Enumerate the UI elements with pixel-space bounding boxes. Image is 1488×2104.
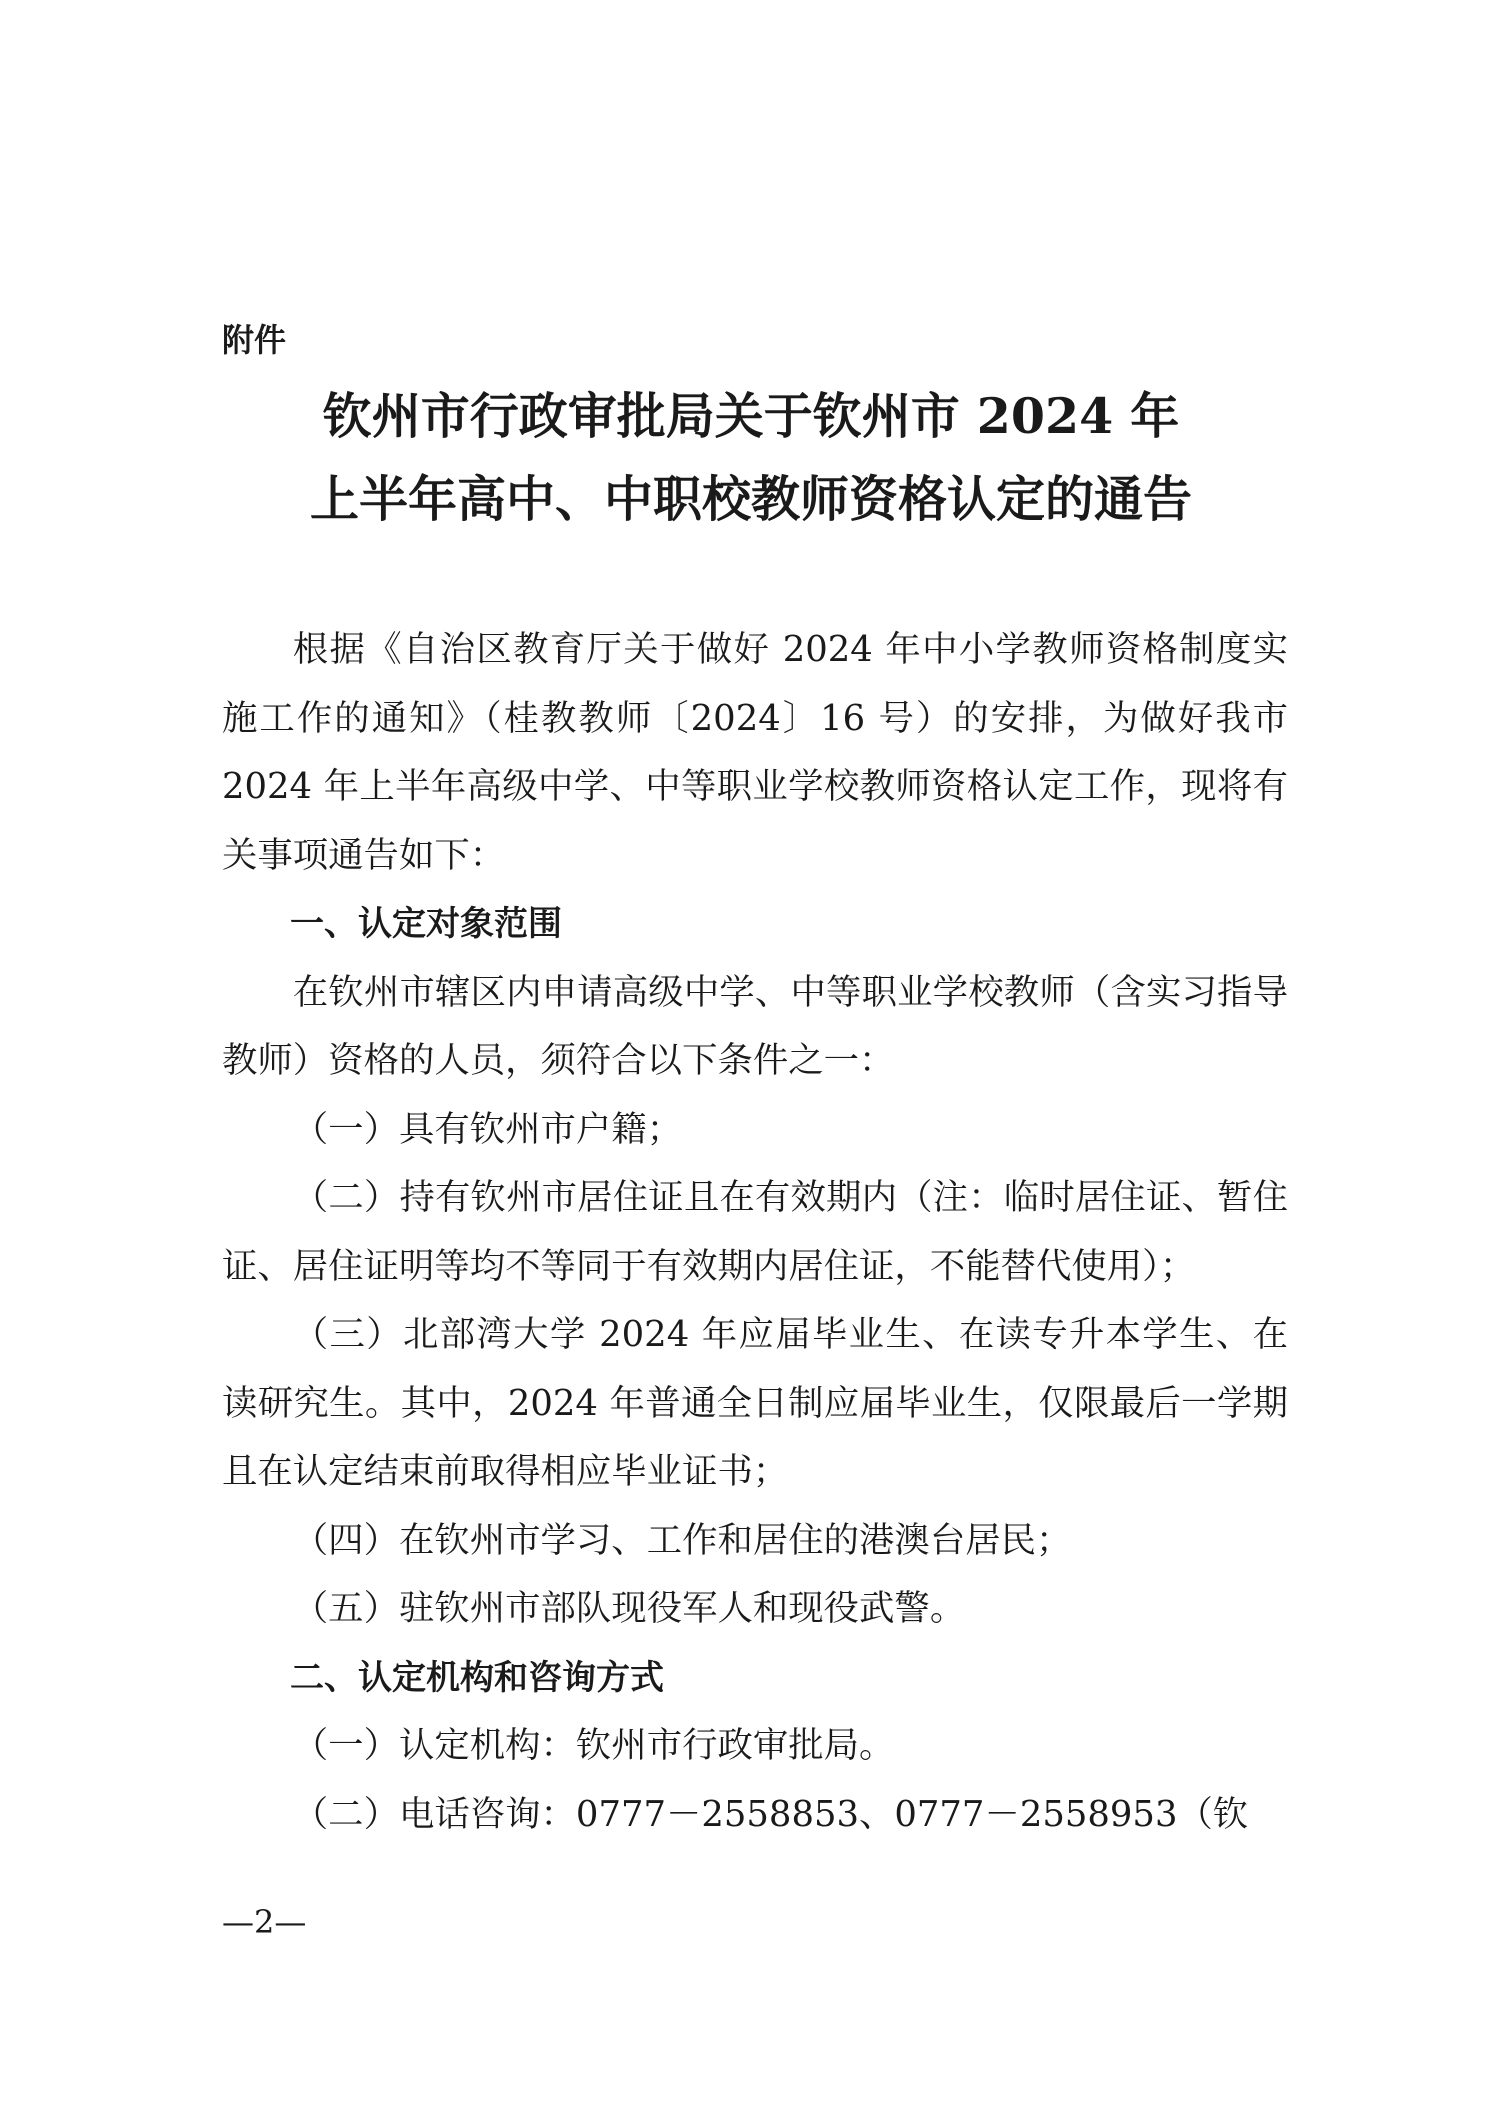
intro-paragraph: 根据《自治区教育厅关于做好 2024 年中小学教师资格制度实施工作的通知》（桂教教师〔2024〕16 号）的安排，为做好我市 2024 年上半年高级中学、中等职业学校教师资格认定工作，现将有关事项通告如下：: [222, 629, 1288, 876]
section-heading-1: 一、认定对象范围: [290, 904, 562, 944]
page-number: —2—: [222, 1903, 307, 1941]
condition-item-1: （一）具有钦州市户籍；: [292, 1108, 683, 1150]
condition-item-2: （二）持有钦州市居住证且在有效期内（注：临时居住证、暂住证、居住证明等均不等同于有效期内居住证，不能替代使用）；: [222, 1177, 1288, 1287]
phone-item: （二）电话咨询：0777－2558853、0777－2558953（钦: [292, 1793, 1249, 1835]
document-title-line-2: 上半年高中、中职校教师资格认定的通告: [309, 470, 1192, 528]
attachment-label: 附件: [222, 321, 287, 359]
condition-item-5: （五）驻钦州市部队现役军人和现役武警。: [292, 1588, 966, 1629]
condition-item-4: （四）在钦州市学习、工作和居住的港澳台居民；: [292, 1519, 1072, 1561]
section-heading-2: 二、认定机构和咨询方式: [290, 1657, 664, 1698]
document-title-line-1: 钦州市行政审批局关于钦州市 2024 年: [322, 387, 1180, 445]
agency-item: （一）认定机构：钦州市行政审批局。: [292, 1725, 895, 1766]
document-body: [222, 616, 1288, 1849]
scope-paragraph: 在钦州市辖区内申请高级中学、中等职业学校教师（含实习指导教师）资格的人员，须符合以下条件之一：: [222, 971, 1288, 1081]
condition-item-3: （三）北部湾大学 2024 年应届毕业生、在读专升本学生、在读研究生。其中，2024 年普通全日制应届毕业生，仅限最后一学期且在认定结束前取得相应毕业证书；: [222, 1314, 1288, 1492]
